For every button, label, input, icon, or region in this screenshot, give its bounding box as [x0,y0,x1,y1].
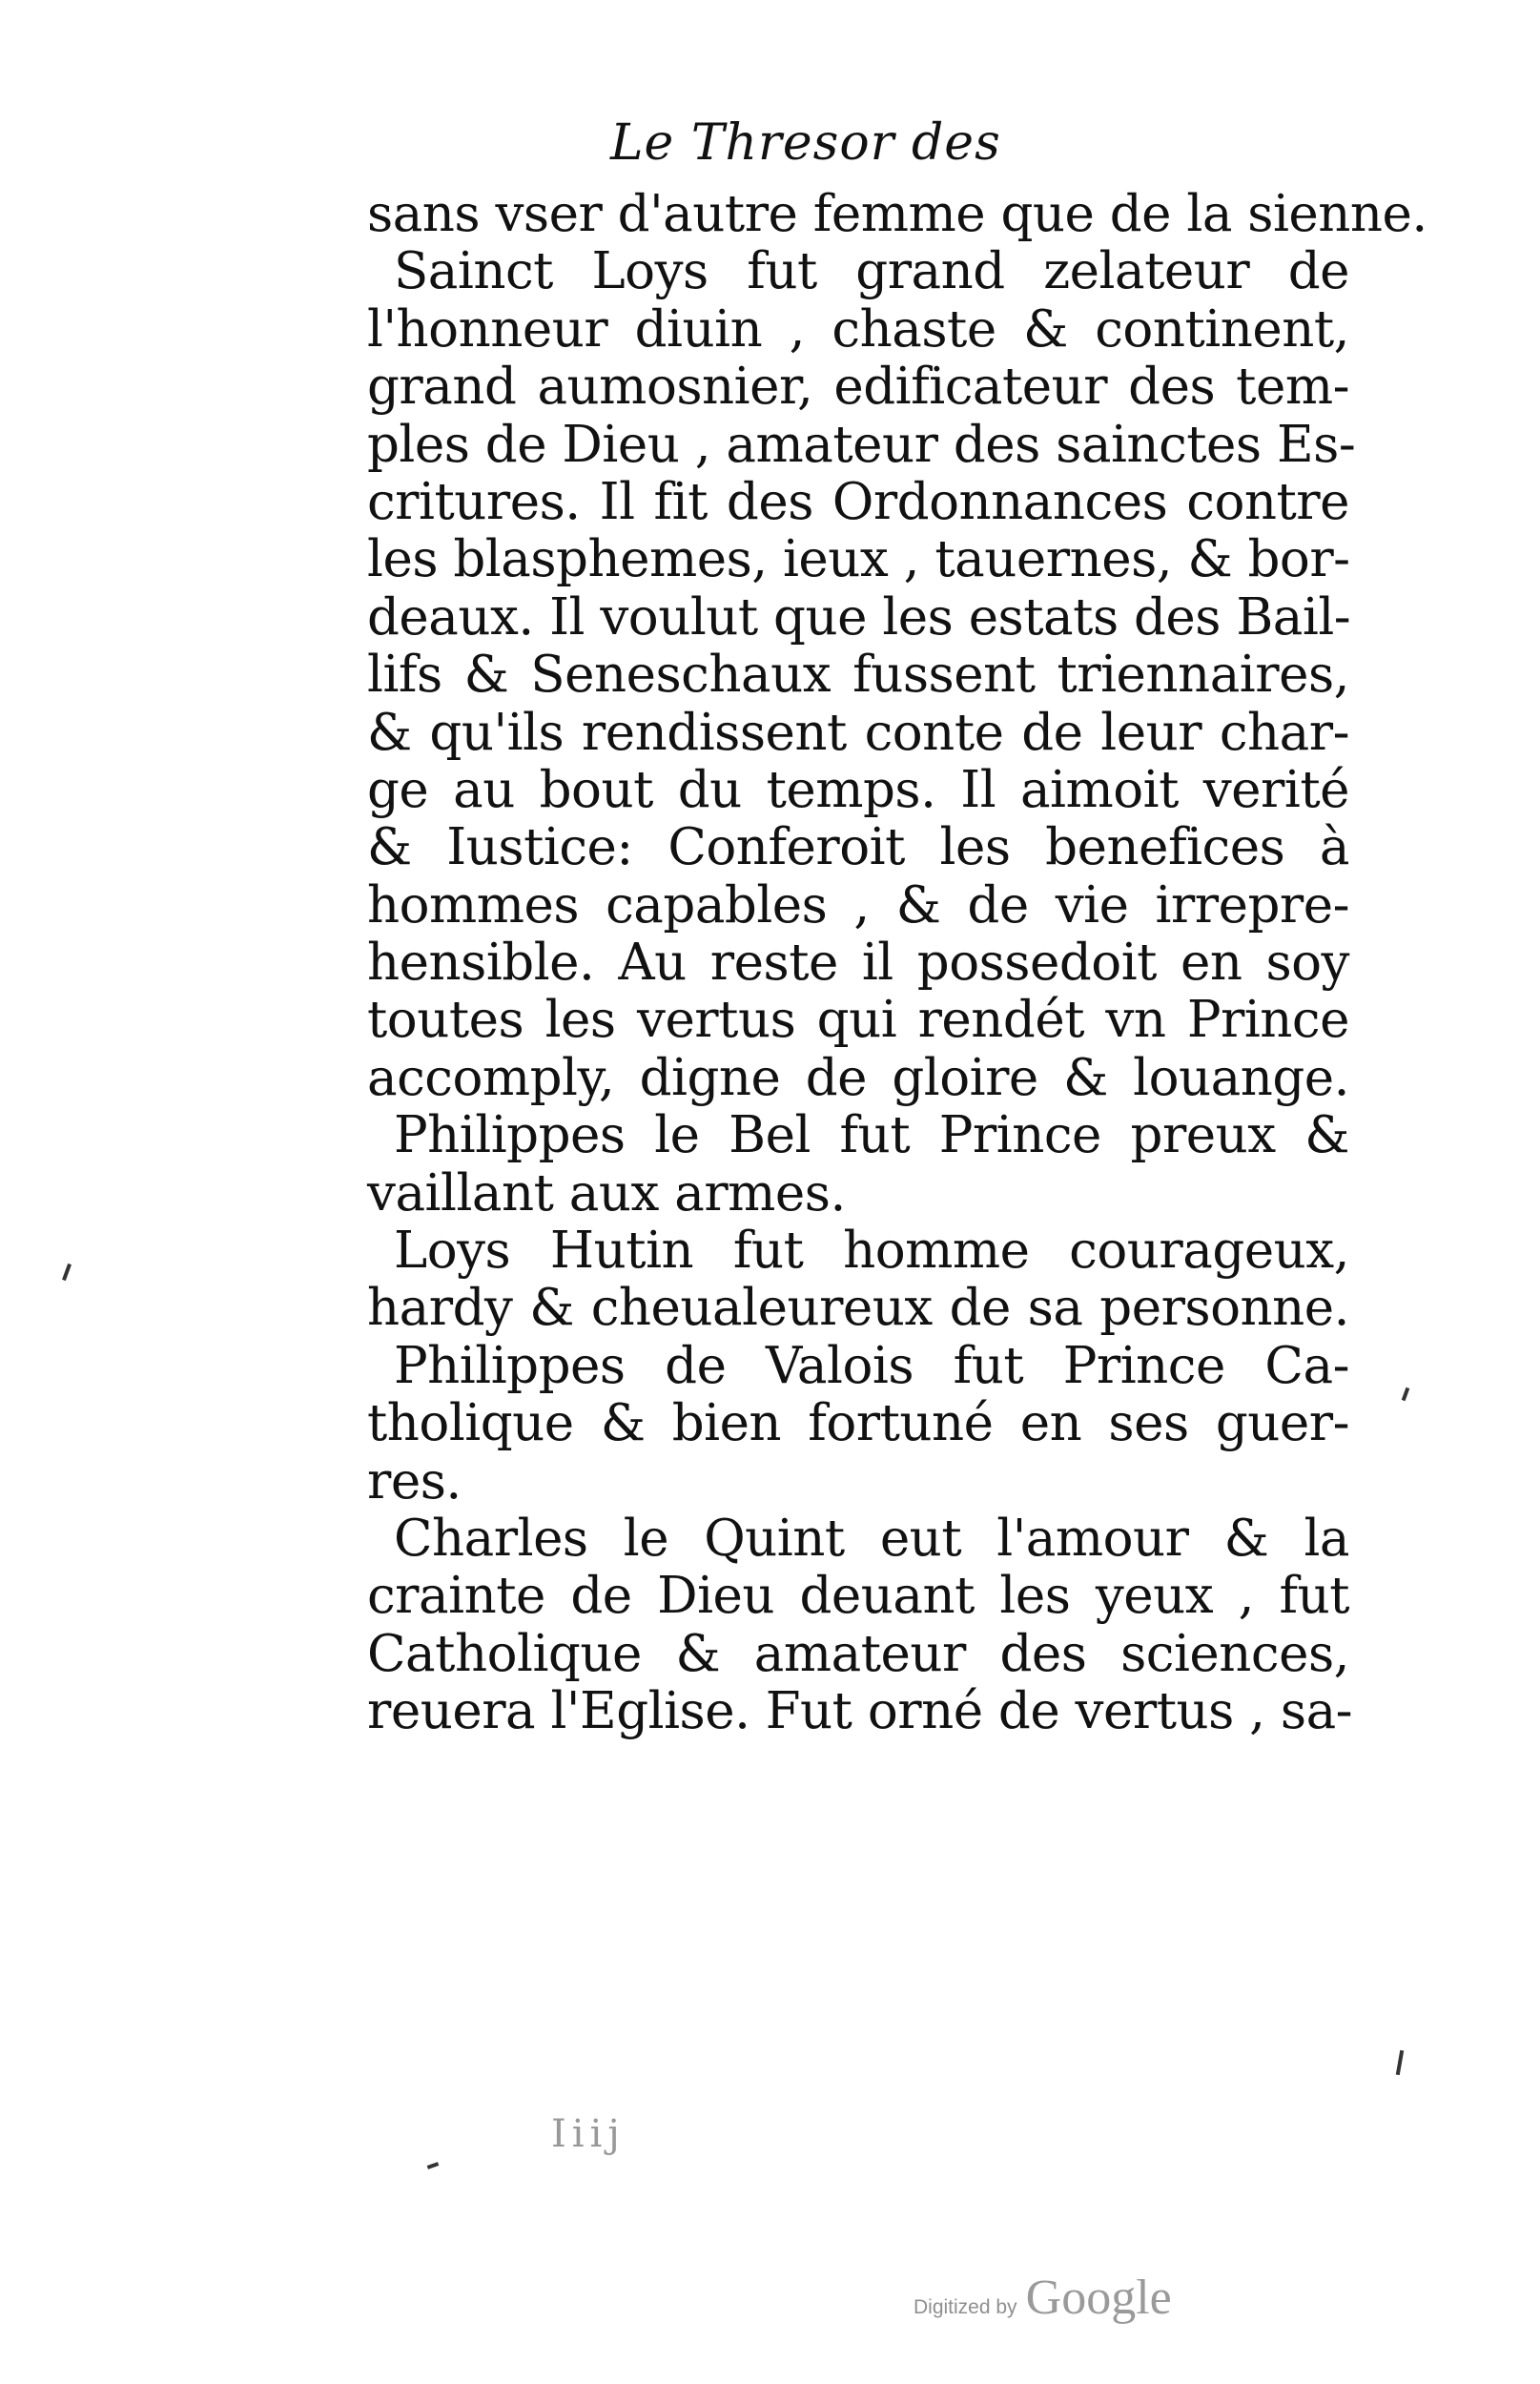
text-line: Charles le Quint eut l'amour & la [394,1509,1349,1568]
text-line: Loys Hutin fut homme courageux, [394,1222,1349,1281]
ink-speck [1396,2050,1404,2075]
text-line: tholique & bien fortuné en ses guer- [367,1394,1349,1453]
text-line: Catholique & amateur des sciences, [367,1624,1349,1683]
text-line: hommes capables , & de vie irrepre- [367,875,1349,935]
text-line: deaux. Il voulut que les estats des Bail- [367,587,1351,647]
text-line: Philippes de Valois fut Prince Ca- [394,1336,1349,1395]
digitized-by-watermark [914,2270,1172,2326]
text-line: & Iustice: Conferoit les benefices à [367,818,1349,877]
ink-speck [62,1264,72,1281]
ink-speck [427,2162,440,2169]
running-header: Le Thresor des [610,114,1001,172]
text-line: crainte de Dieu deuant les yeux , fut [367,1567,1349,1626]
ink-speck [1402,1387,1410,1402]
text-line: grand aumosnier, edificateur des tem- [367,358,1349,417]
text-line: Sainct Loys fut grand zelateur de [394,242,1349,301]
text-line: hensible. Au reste il possedoit en soy [367,934,1349,993]
signature-mark: Iiij [551,2112,626,2156]
google-logo: Google [1025,2271,1172,2325]
text-line: ples de Dieu , amateur des sainctes Es- [367,415,1356,474]
digitized-by-label: Digitized by [914,2296,1017,2318]
text-line: res. [367,1451,462,1511]
text-line: Philippes le Bel fut Prince preux & [394,1106,1349,1165]
text-line: hardy & cheualeureux de sa personne. [367,1279,1349,1338]
body-text [367,185,1427,1741]
text-line: les blasphemes, ieux , tauernes, & bor- [367,530,1350,589]
text-line: & qu'ils rendissent conte de leur char- [367,703,1349,762]
text-line: sans vser d'autre femme que de la sienne. [367,185,1427,243]
text-line: ge au bout du temps. Il aimoit verité [367,760,1349,819]
text-line: accomply, digne de gloire & louange. [367,1048,1349,1107]
text-line: toutes les vertus qui rendét vn Prince [367,991,1349,1050]
text-line: l'honneur diuin , chaste & continent, [367,299,1349,359]
text-line: critures. Il fit des Ordonnances contre [367,472,1349,531]
text-line: vaillant aux armes. [367,1163,846,1223]
text-line: lifs & Seneschaux fussent triennaires, [367,646,1349,705]
text-line: reuera l'Eglise. Fut orné de vertus , sa- [367,1682,1353,1741]
